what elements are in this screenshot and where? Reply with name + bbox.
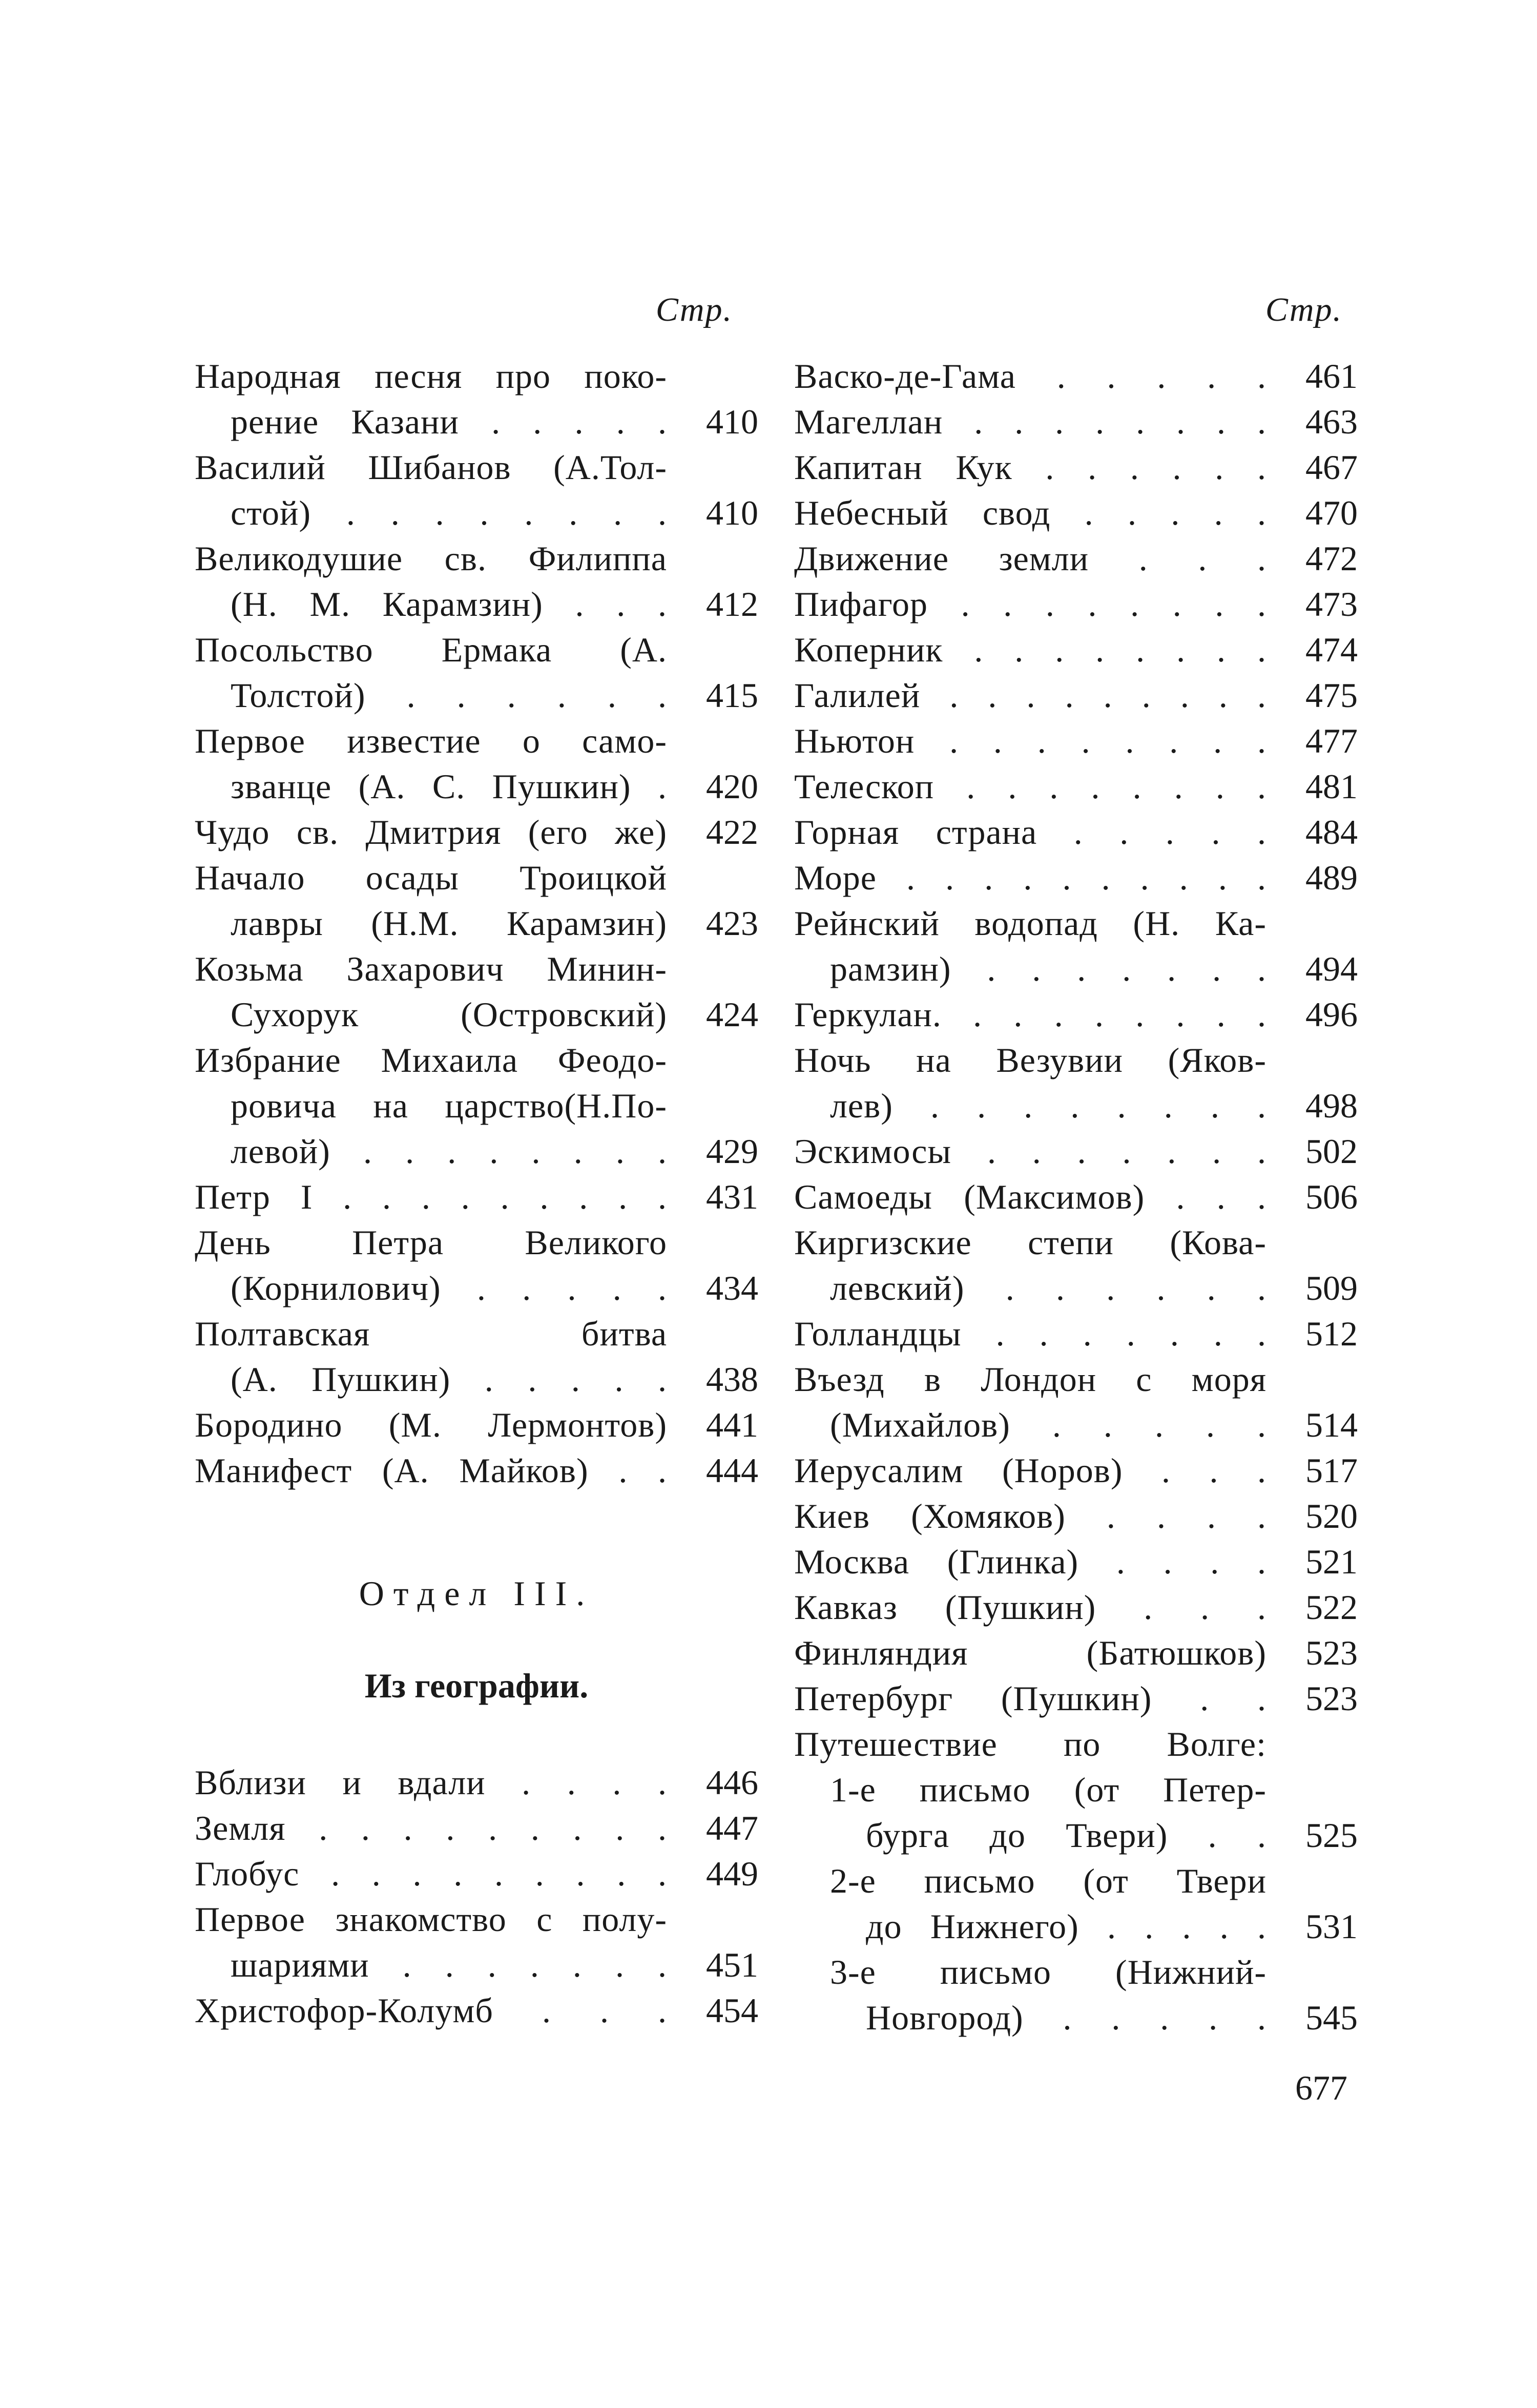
toc-entry-page: 521 <box>1305 1542 1358 1581</box>
toc-entry-title <box>195 354 681 445</box>
toc-entry-page: 520 <box>1305 1497 1358 1535</box>
toc-entry <box>794 673 1358 718</box>
toc-entry-page: 444 <box>706 1451 758 1490</box>
toc-entry-title <box>794 1721 1281 1767</box>
toc-entry-title <box>794 1949 1281 2041</box>
toc-entry-page: 451 <box>706 1945 758 1984</box>
toc-entry-title <box>794 354 1281 399</box>
toc-entry-line: Манифест (А. Майков) . . <box>195 1451 667 1490</box>
toc-entry <box>794 536 1358 582</box>
toc-entry-line: Толстой) . . . . . . <box>231 676 667 715</box>
toc-entry-page: 423 <box>706 904 758 943</box>
toc-entry <box>794 1129 1358 1174</box>
toc-entry <box>794 1721 1358 1767</box>
toc-entry-title <box>195 809 681 855</box>
toc-entry-page: 441 <box>706 1405 758 1444</box>
toc-entry-page: 475 <box>1305 676 1358 715</box>
toc-entry-title <box>794 1129 1281 1174</box>
toc-entry-page: 447 <box>706 1809 758 1847</box>
toc-entry-title <box>195 627 681 718</box>
toc-entry-line: Голландцы . . . . . . . <box>794 1314 1266 1353</box>
toc-entry-title <box>794 1630 1281 1676</box>
toc-entry-page: 494 <box>1305 949 1358 988</box>
toc-entry-line: левский) . . . . . . <box>830 1269 1266 1307</box>
toc-entry <box>794 855 1358 901</box>
toc-entry-page: 489 <box>1305 858 1358 897</box>
toc-entry-title <box>794 1174 1281 1220</box>
toc-entry-title <box>794 1220 1281 1311</box>
toc-entry-title <box>794 673 1281 718</box>
toc-entry-title <box>794 1767 1281 1858</box>
toc-entry <box>794 1767 1358 1858</box>
toc-entry-page: 454 <box>706 1991 758 2030</box>
toc-entry-line: Коперник . . . . . . . . <box>794 630 1266 669</box>
toc-entry <box>195 445 758 536</box>
toc-entry-title <box>195 1220 681 1311</box>
toc-entry-title <box>195 1448 681 1493</box>
toc-entry-page: 509 <box>1305 1269 1358 1307</box>
toc-entry <box>195 354 758 445</box>
toc-entry-line: лавры (Н.М. Карамзин) <box>231 904 667 943</box>
toc-entry-page: 424 <box>706 995 758 1034</box>
section-title: Отдел III. <box>359 1574 594 1613</box>
toc-entry <box>195 809 758 855</box>
toc-entry-title <box>794 582 1281 627</box>
toc-entry-title <box>794 855 1281 901</box>
toc-entry-line: до Нижнего) . . . . . <box>866 1907 1266 1946</box>
toc-entry-title <box>195 1760 681 1805</box>
toc-entry-page: 502 <box>1305 1132 1358 1171</box>
toc-entry <box>794 399 1358 445</box>
toc-entry-line: Первое известие о само- <box>195 721 667 760</box>
toc-entry <box>195 1037 758 1174</box>
toc-entry-title <box>794 1676 1281 1721</box>
toc-entry-title <box>794 536 1281 582</box>
toc-entry <box>195 946 758 1037</box>
toc-entry-line: Посольство Ермака (А. <box>195 630 667 669</box>
toc-entry <box>195 1174 758 1220</box>
toc-entry-page: 523 <box>1305 1633 1358 1672</box>
toc-entry <box>195 1760 758 1805</box>
toc-entry-title <box>794 1539 1281 1585</box>
toc-entry-line: Бородино (М. Лермонтов) <box>195 1405 667 1444</box>
toc-entry-title <box>794 1493 1281 1539</box>
toc-entry-title <box>195 1174 681 1220</box>
toc-entry-title <box>195 718 681 809</box>
toc-entry-line: Магеллан . . . . . . . . <box>794 402 1266 441</box>
toc-entry-line: Рейнский водопад (Н. Ка- <box>794 904 1266 943</box>
toc-entry-page: 473 <box>1305 585 1358 624</box>
toc-entry-page: 545 <box>1305 1998 1358 2037</box>
toc-entry-page: 531 <box>1305 1907 1358 1946</box>
toc-entry <box>794 718 1358 764</box>
toc-entry-line: Небесный свод . . . . . <box>794 493 1266 532</box>
toc-entry-line: Море . . . . . . . . . . <box>794 858 1266 897</box>
toc-entry-line: рамзин) . . . . . . . <box>830 949 1266 988</box>
toc-entry-line: Эскимосы . . . . . . . <box>794 1132 1266 1171</box>
toc-entry-page: 420 <box>706 767 758 806</box>
toc-entry-page: 412 <box>706 585 758 624</box>
toc-entry-title <box>195 855 681 946</box>
toc-entry-page: 496 <box>1305 995 1358 1034</box>
toc-entry-title <box>794 1037 1281 1129</box>
toc-entry-title <box>195 1311 681 1402</box>
toc-entry <box>195 1851 758 1897</box>
toc-entry-line: Финляндия (Батюшков) <box>794 1633 1266 1672</box>
toc-entry-page: 438 <box>706 1360 758 1399</box>
toc-entry <box>794 1174 1358 1220</box>
toc-entry-title <box>195 1897 681 1988</box>
toc-entry-page: 463 <box>1305 402 1358 441</box>
toc-entry-page: 498 <box>1305 1086 1358 1125</box>
toc-entry-line: рение Казани . . . . . <box>231 402 667 441</box>
toc-entry <box>195 1311 758 1402</box>
toc-entry-line: Пифагор . . . . . . . . <box>794 585 1266 624</box>
toc-entry-line: Народная песня про поко- <box>195 357 667 396</box>
toc-column-left <box>195 287 758 2033</box>
toc-entry-line: Начало осады Троицкой <box>195 858 667 897</box>
toc-entry-line: Козьма Захарович Минин- <box>195 949 667 988</box>
toc-entry-line: (А. Пушкин) . . . . . <box>231 1360 667 1399</box>
toc-entry <box>195 1220 758 1311</box>
toc-entry-line: бурга до Твери) . . <box>866 1816 1266 1855</box>
toc-entry-line: Земля . . . . . . . . . <box>195 1809 667 1847</box>
toc-entry-page: 481 <box>1305 767 1358 806</box>
toc-entry-page: 517 <box>1305 1451 1358 1490</box>
toc-entry-title <box>195 536 681 627</box>
toc-entry <box>195 1805 758 1851</box>
toc-entry-title <box>794 901 1281 992</box>
toc-entry <box>794 445 1358 490</box>
toc-entry <box>794 764 1358 809</box>
section-entries-list <box>195 1760 758 2033</box>
toc-entry-title <box>794 627 1281 673</box>
toc-entry <box>195 1448 758 1493</box>
toc-entry-title <box>794 1585 1281 1630</box>
toc-entry-line: шариями . . . . . . . <box>231 1945 667 1984</box>
toc-entry-page: 484 <box>1305 813 1358 852</box>
toc-entry-page: 410 <box>706 493 758 532</box>
toc-entry <box>794 1037 1358 1129</box>
toc-entry-page: 474 <box>1305 630 1358 669</box>
toc-column-right <box>794 287 1358 2041</box>
toc-entry-page: 512 <box>1305 1314 1358 1353</box>
toc-entry <box>794 1676 1358 1721</box>
toc-entry-line: День Петра Великого <box>195 1223 667 1262</box>
toc-entry <box>794 1585 1358 1630</box>
toc-entry <box>195 627 758 718</box>
toc-entry-page: 434 <box>706 1269 758 1307</box>
toc-entry-line: Василий Шибанов (А.Тол- <box>195 448 667 487</box>
toc-entry-title <box>195 1988 681 2033</box>
toc-entry-page: 506 <box>1305 1177 1358 1216</box>
toc-entry-line: Капитан Кук . . . . . . <box>794 448 1266 487</box>
toc-entry-page: 472 <box>1305 539 1358 578</box>
toc-entry <box>794 901 1358 992</box>
toc-entry-page: 470 <box>1305 493 1358 532</box>
toc-entry-line: Галилей . . . . . . . . . <box>794 676 1266 715</box>
toc-entry <box>794 490 1358 536</box>
toc-entry-line: Васко-де-Гама . . . . . <box>794 357 1266 396</box>
toc-entry-title <box>195 946 681 1037</box>
toc-entry-page: 446 <box>706 1763 758 1802</box>
toc-entry-line: (Корнилович) . . . . . <box>231 1269 667 1307</box>
toc-entry-line: (Н. М. Карамзин) . . . <box>231 585 667 624</box>
toc-entry <box>195 1402 758 1448</box>
page-column-header: Стр. <box>1265 291 1342 328</box>
toc-entry-title <box>794 718 1281 764</box>
toc-entry-line: 3-е письмо (Нижний- <box>830 1953 1266 1991</box>
toc-entry-line: Петр I . . . . . . . . . <box>195 1177 667 1216</box>
toc-entry-title <box>794 1357 1281 1448</box>
page-column-header: Стр. <box>655 291 733 328</box>
toc-entry-line: Глобус . . . . . . . . . <box>195 1854 667 1893</box>
toc-entry-page: 525 <box>1305 1816 1358 1855</box>
toc-entry-line: званце (А. С. Пушкин) . <box>231 767 667 806</box>
toc-entry-title <box>794 490 1281 536</box>
toc-entry-line: Христофор-Колумб . . . <box>195 1991 667 2030</box>
toc-entry-line: Ночь на Везувии (Яков- <box>794 1041 1266 1080</box>
toc-entry-line: Великодушие св. Филиппа <box>195 539 667 578</box>
toc-entry-line: стой) . . . . . . . . <box>231 493 667 532</box>
toc-entry-line: Геркулан. . . . . . . . . <box>794 995 1266 1034</box>
toc-entry <box>794 1858 1358 1949</box>
toc-entry <box>195 855 758 946</box>
toc-entry-page: 422 <box>706 813 758 852</box>
toc-entry-line: Чудо св. Дмитрия (его же) <box>195 813 667 852</box>
section-subtitle: Из географии. <box>364 1666 589 1705</box>
toc-entry-line: Самоеды (Максимов) . . . <box>794 1177 1266 1216</box>
toc-entry-page: 410 <box>706 402 758 441</box>
toc-entry <box>195 1988 758 2033</box>
toc-entry <box>195 718 758 809</box>
toc-entry-title <box>794 1448 1281 1493</box>
toc-entry-line: Киев (Хомяков) . . . . <box>794 1497 1266 1535</box>
toc-entry-line: Избрание Михаила Феодо- <box>195 1041 667 1080</box>
toc-entry <box>794 1357 1358 1448</box>
toc-entry-title <box>794 399 1281 445</box>
toc-entry-page: 477 <box>1305 721 1358 760</box>
toc-entry-page: 415 <box>706 676 758 715</box>
toc-entry-title <box>195 1037 681 1174</box>
toc-entries-list <box>794 354 1358 2041</box>
toc-entry-title <box>794 809 1281 855</box>
toc-entry-line: Вблизи и вдали . . . . <box>195 1763 667 1802</box>
toc-entry <box>794 627 1358 673</box>
toc-entry-line: Путешествие по Волге: <box>794 1725 1266 1763</box>
toc-entry-line: Полтавская битва <box>195 1314 667 1353</box>
toc-entry-line: Горная страна . . . . . <box>794 813 1266 852</box>
toc-entry <box>195 536 758 627</box>
toc-entry <box>794 1311 1358 1357</box>
toc-entry-line: ровича на царство(Н.По- <box>231 1086 667 1125</box>
toc-entry-page: 461 <box>1305 357 1358 396</box>
toc-entry <box>794 809 1358 855</box>
toc-entry-line: Кавказ (Пушкин) . . . <box>794 1588 1266 1627</box>
toc-entry-line: левой) . . . . . . . . <box>231 1132 667 1171</box>
toc-entry <box>794 1539 1358 1585</box>
toc-entry-line: 1-е письмо (от Петер- <box>830 1770 1266 1809</box>
toc-entry <box>794 992 1358 1037</box>
toc-entry-title <box>195 1805 681 1851</box>
toc-entry-page: 523 <box>1305 1679 1358 1718</box>
toc-entry-title <box>794 764 1281 809</box>
toc-entry <box>794 1220 1358 1311</box>
toc-entry-line: Петербург (Пушкин) . . <box>794 1679 1266 1718</box>
toc-entry <box>794 1493 1358 1539</box>
toc-entry-page: 429 <box>706 1132 758 1171</box>
toc-entry <box>195 1897 758 1988</box>
toc-entry-title <box>794 445 1281 490</box>
toc-entry-page: 449 <box>706 1854 758 1893</box>
toc-entry-line: Телескоп . . . . . . . . <box>794 767 1266 806</box>
toc-entry-line: Москва (Глинка) . . . . <box>794 1542 1266 1581</box>
toc-entry-line: (Михайлов) . . . . . <box>830 1405 1266 1444</box>
toc-entry-line: Новгород) . . . . . <box>866 1998 1266 2037</box>
toc-entry <box>794 582 1358 627</box>
toc-entry-page: 522 <box>1305 1588 1358 1627</box>
toc-entry <box>794 1949 1358 2041</box>
toc-entry-title <box>794 1311 1281 1357</box>
toc-entry-line: лев) . . . . . . . . <box>830 1086 1266 1125</box>
toc-entry-line: Киргизские степи (Кова- <box>794 1223 1266 1262</box>
page-number: 677 <box>1295 2068 1347 2107</box>
toc-entry-line: Въезд в Лондон с моря <box>794 1360 1266 1399</box>
toc-entry-title <box>794 1858 1281 1949</box>
toc-entry-line: Иерусалим (Норов) . . . <box>794 1451 1266 1490</box>
toc-entry-line: Сухорук (Островский) <box>231 995 667 1034</box>
toc-entry-line: Движение земли . . . <box>794 539 1266 578</box>
toc-entry-page: 467 <box>1305 448 1358 487</box>
toc-entry-line: Первое знакомство с полу- <box>195 1900 667 1939</box>
toc-entry-title <box>195 1851 681 1897</box>
toc-entry-title <box>195 445 681 536</box>
toc-entry-title <box>195 1402 681 1448</box>
toc-entry-page: 514 <box>1305 1405 1358 1444</box>
toc-entry <box>794 1448 1358 1493</box>
toc-entries-list <box>195 354 758 1493</box>
toc-entry <box>794 1630 1358 1676</box>
toc-entry-line: Ньютон . . . . . . . . <box>794 721 1266 760</box>
toc-entry-line: 2-е письмо (от Твери <box>830 1861 1266 1900</box>
toc-entry-page: 431 <box>706 1177 758 1216</box>
toc-entry <box>794 354 1358 399</box>
toc-entry-title <box>794 992 1281 1037</box>
